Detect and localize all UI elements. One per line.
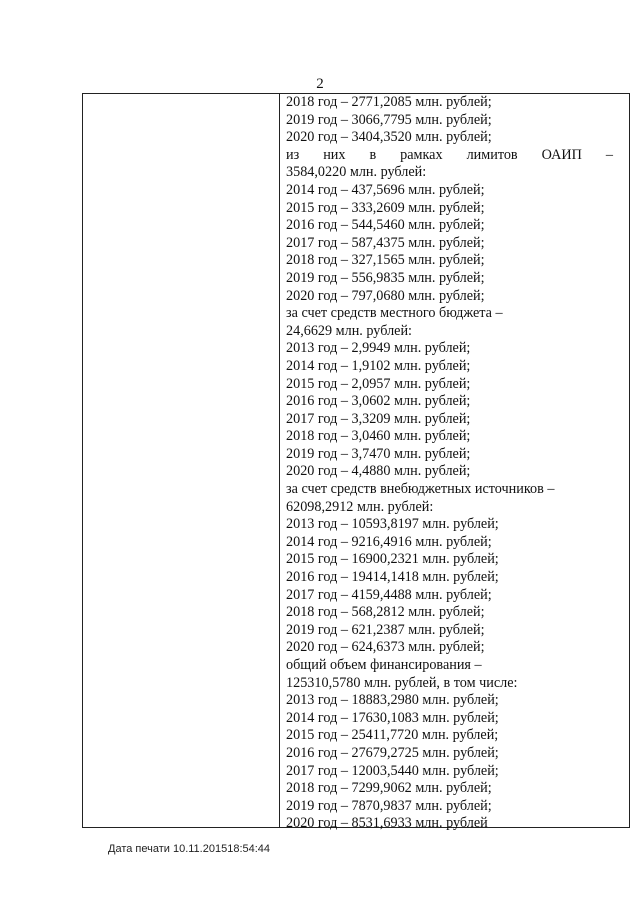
funding-line: 2014 год – 17630,1083 млн. рублей;	[286, 709, 499, 726]
oaip-heading-word: рамках	[400, 146, 443, 163]
funding-table	[82, 93, 630, 832]
funding-line: 2018 год – 3,0460 млн. рублей;	[286, 428, 471, 445]
funding-line: 2016 год – 3,0602 млн. рублей;	[286, 393, 471, 410]
oaip-heading-word: –	[605, 146, 613, 163]
oaip-heading-word: них	[323, 146, 346, 163]
oaip-heading-word: ОАИП	[541, 146, 582, 163]
funding-line: 2018 год – 2771,2085 млн. рублей;	[286, 94, 492, 110]
funding-line: общий объем финансирования –	[286, 657, 482, 673]
oaip-heading-word: лимитов	[466, 146, 518, 163]
funding-line: 2020 год – 797,0680 млн. рублей;	[286, 287, 485, 304]
funding-line: 2017 год – 3,3209 млн. рублей;	[286, 410, 471, 427]
funding-line: 2018 год – 568,2812 млн. рублей;	[286, 604, 485, 621]
oaip-heading-word: из	[286, 146, 300, 163]
funding-line: 2017 год – 587,4375 млн. рублей;	[286, 234, 485, 251]
funding-line: 2015 год – 16900,2321 млн. рублей;	[286, 551, 499, 568]
funding-line: 2020 год – 8531,6933 млн. рублей	[286, 815, 488, 832]
funding-line: 125310,5780 млн. рублей, в том числе:	[286, 674, 518, 691]
table-left-column	[83, 94, 280, 827]
funding-line: 62098,2912 млн. рублей:	[286, 498, 434, 515]
funding-line: 2020 год – 624,6373 млн. рублей;	[286, 639, 485, 656]
funding-line: 2019 год – 7870,9837 млн. рублей;	[286, 797, 492, 814]
funding-line: 2016 год – 27679,2725 млн. рублей;	[286, 744, 499, 761]
funding-line: 2014 год – 437,5696 млн. рублей;	[286, 181, 485, 198]
oaip-heading-line	[286, 147, 613, 165]
funding-line: 2018 год – 327,1565 млн. рублей;	[286, 252, 485, 269]
funding-line: 2019 год – 621,2387 млн. рублей;	[286, 621, 485, 638]
funding-line: 2013 год – 2,9949 млн. рублей;	[286, 340, 471, 357]
funding-line: 2015 год – 333,2609 млн. рублей;	[286, 199, 485, 216]
funding-lines-before	[286, 94, 613, 147]
funding-line: 2019 год – 3,7470 млн. рублей;	[286, 445, 471, 462]
funding-line: 2019 год – 556,9835 млн. рублей;	[286, 269, 485, 286]
funding-lines-after	[286, 164, 613, 833]
funding-line: 2016 год – 19414,1418 млн. рублей;	[286, 569, 499, 586]
funding-line: 2020 год – 4,4880 млн. рублей;	[286, 463, 471, 480]
funding-line: 2020 год – 3404,3520 млн. рублей;	[286, 129, 492, 146]
oaip-heading-word: в	[369, 146, 377, 163]
funding-line: 2013 год – 10593,8197 млн. рублей;	[286, 516, 499, 533]
funding-line: 2018 год – 7299,9062 млн. рублей;	[286, 780, 492, 797]
funding-line: 3584,0220 млн. рублей:	[286, 164, 427, 181]
funding-line: 24,6629 млн. рублей:	[286, 322, 412, 339]
funding-line: 2013 год – 18883,2980 млн. рублей;	[286, 692, 499, 709]
funding-line: 2015 год – 2,0957 млн. рублей;	[286, 375, 471, 392]
funding-line: 2017 год – 4159,4488 млн. рублей;	[286, 586, 492, 603]
funding-line: 2016 год – 544,5460 млн. рублей;	[286, 217, 485, 234]
funding-line: 2015 год – 25411,7720 млн. рублей;	[286, 727, 499, 744]
funding-line: за счет средств местного бюджета –	[286, 305, 503, 322]
page-number: 2	[316, 76, 324, 92]
funding-line: 2019 год – 3066,7795 млн. рублей;	[286, 111, 492, 128]
funding-line: 2017 год – 12003,5440 млн. рублей;	[286, 762, 499, 779]
funding-line: за счет средств внебюджетных источников –	[286, 481, 555, 498]
funding-line: 2014 год – 9216,4916 млн. рублей;	[286, 533, 492, 550]
table-right-column	[286, 94, 613, 833]
print-date-footer: Дата печати 10.11.201518:54:44	[108, 843, 271, 855]
funding-line: 2014 год – 1,9102 млн. рублей;	[286, 357, 471, 374]
